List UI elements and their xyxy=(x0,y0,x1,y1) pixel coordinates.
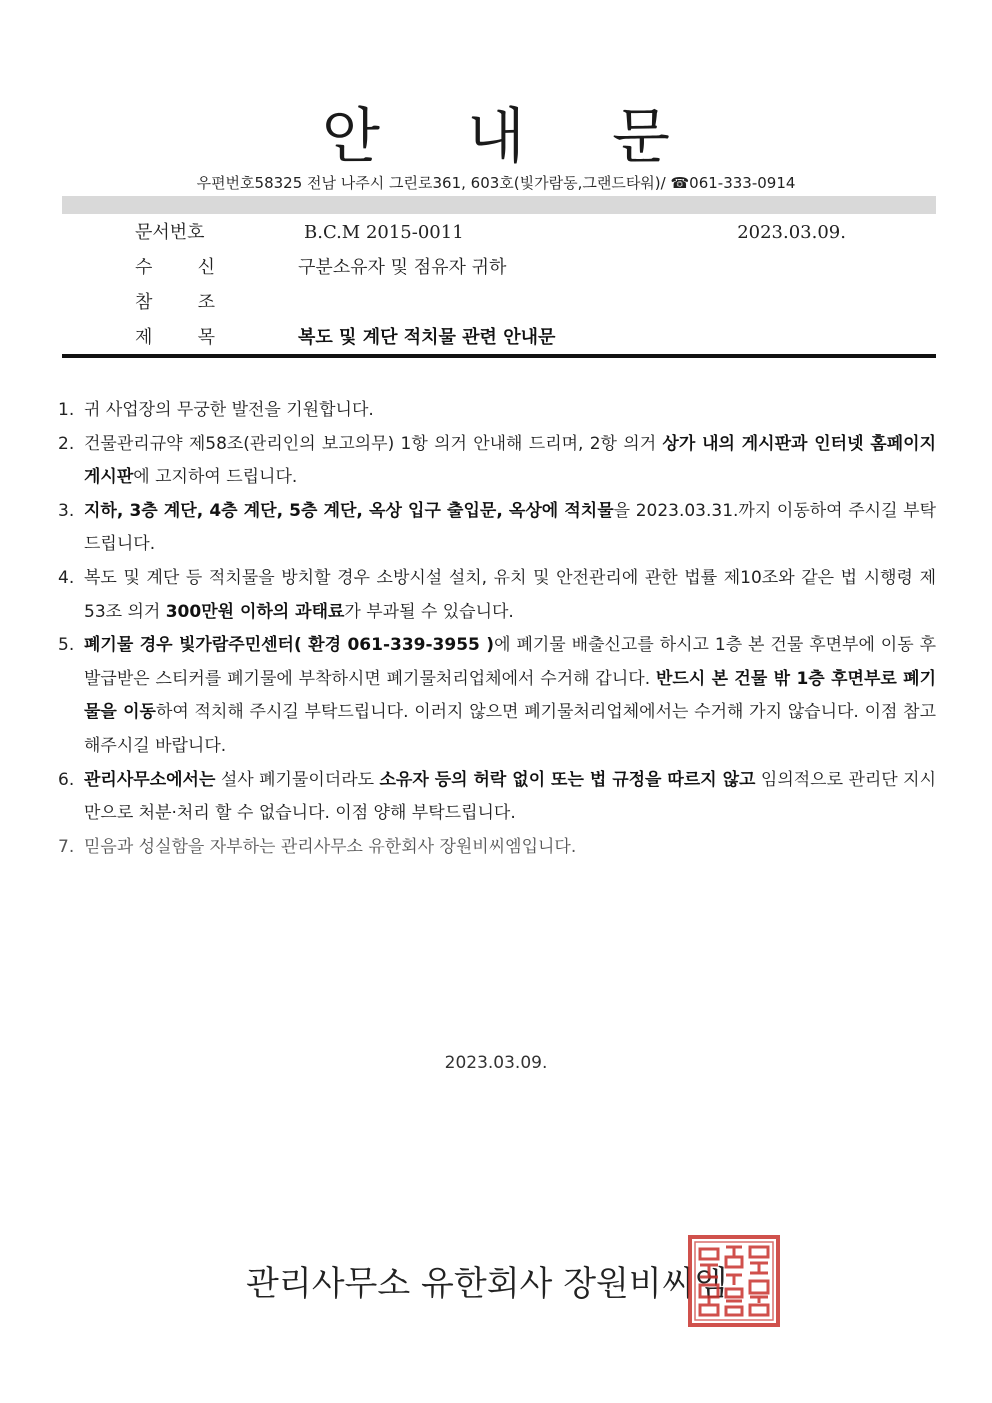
list-item: 4. 복도 및 계단 등 적치물을 방치할 경우 소방시설 설치, 유치 및 안전관리에 관한 법률 제10조와 같은 법 시행령 제53조 의거 300만원 이하의 과태료가 부과될 수 있습니다. xyxy=(58,567,936,622)
document-title: 안 내 문 xyxy=(321,102,705,172)
recipient-value: 구분소유자 및 점유자 귀하 xyxy=(298,257,507,278)
list-item: 2. 건물관리규약 제58조(관리인의 보고의무) 1항 의거 안내해 드리며, 2항 의거 상가 내의 게시판과 인터넷 홈페이지 게시판에 고지하여 드립니다. xyxy=(58,433,936,488)
notice-list xyxy=(58,394,936,864)
list-item: 5. 폐기물 경우 빛가람주민센터( 환경 061-339-3955 )에 폐기물 배출신고를 하시고 1층 본 건물 후면부에 이동 후 발급받은 스티커를 폐기물에 부착하시면 폐기물처리업체에서 수거해 갑니다. 반드시 본 건물 밖 1층 후면부로 폐기물을 이동하여 적치해 주시길 부탁드립니다. 이러지 않으면 폐기물처리업체에서는 수거해 가지 않습니다. 이점 참고해주시길 바랍니다. xyxy=(58,635,937,756)
subject-value: 복도 및 계단 적치물 관련 안내문 xyxy=(298,327,556,348)
reference-label: 참 조 xyxy=(135,292,215,313)
company-seal-stamp xyxy=(688,1235,780,1327)
header-divider-bar xyxy=(62,196,936,214)
doc-number-value: B.C.M 2015-0011 xyxy=(304,222,464,243)
list-item: 3. 지하, 3층 계단, 4층 계단, 5층 계단, 옥상 입구 출입문, 옥상에 적치물을 2023.03.31.까지 이동하여 주시길 부탁드립니다. xyxy=(58,500,936,555)
doc-date: 2023.03.09. xyxy=(737,222,846,243)
subject-label: 제 목 xyxy=(135,327,215,348)
header-rule xyxy=(62,354,936,358)
list-item: 7. 믿음과 성실함을 자부하는 관리사무소 유한회사 장원비씨엠입니다. xyxy=(58,836,577,857)
address-line: 우편번호58325 전남 나주시 그린로361, 603호(빛가람동,그랜드타워)/ ☎061-333-0914 xyxy=(196,174,796,192)
reference-row xyxy=(0,288,992,318)
list-item: 6. 관리사무소에서는 설사 폐기물이더라도 소유자 등의 허락 없이 또는 법 규정을 따르지 않고 임의적으로 관리단 지시만으로 처분·처리 할 수 없습니다. 이점 양해 부탁드립니다. xyxy=(58,769,936,824)
doc-number-row xyxy=(0,218,992,248)
list-item: 1. 귀 사업장의 무궁한 발전을 기원합니다. xyxy=(58,400,374,420)
company-name: 관리사무소 유한회사 장원비씨엠 xyxy=(246,1264,728,1304)
recipient-row xyxy=(0,253,992,283)
recipient-label: 수 신 xyxy=(135,257,215,278)
footer-date: 2023.03.09. xyxy=(444,1053,548,1073)
doc-number-label: 문서번호 xyxy=(135,222,205,243)
subject-row xyxy=(0,323,992,353)
